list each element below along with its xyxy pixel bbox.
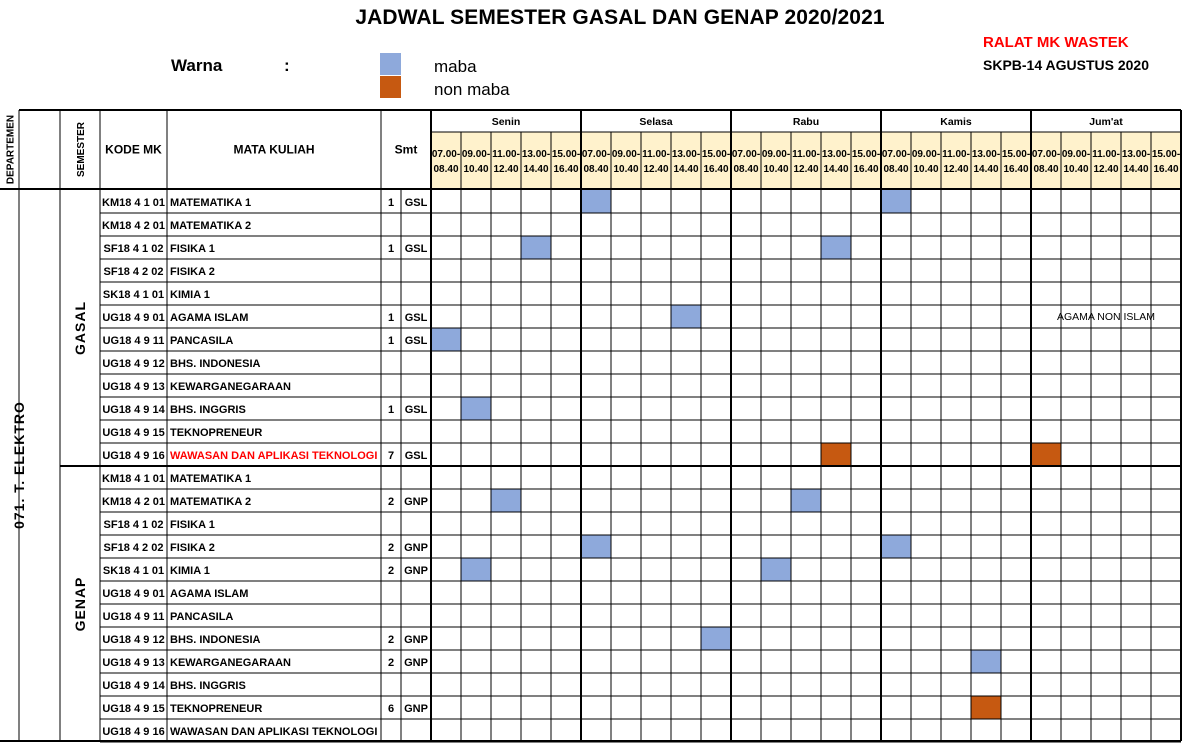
departemen-header: DEPARTEMEN <box>5 114 17 185</box>
smt-code-cell: GSL <box>404 312 428 324</box>
mata-kuliah-cell: KEWARGANEGARAAN <box>170 381 291 393</box>
time-header-fill <box>431 132 1181 189</box>
kode-mk-cell: UG18 4 9 14 <box>102 404 165 416</box>
kode-mk-cell: UG18 4 9 14 <box>102 680 165 692</box>
time-slot-end: 14.40 <box>973 164 999 175</box>
schedule-block <box>1031 443 1061 466</box>
kode-mk-cell: SF18 4 1 02 <box>103 243 164 255</box>
time-slot-end: 08.40 <box>433 164 459 175</box>
mata-kuliah-cell: PANCASILA <box>170 611 234 623</box>
schedule-block <box>581 190 611 213</box>
time-slot-start: 13.00- <box>821 149 851 160</box>
mata-kuliah-cell: FISIKA 1 <box>170 519 215 531</box>
smt-code-cell: GNP <box>404 565 428 577</box>
day-header-0: Senin <box>491 116 521 128</box>
mata-kuliah-cell: AGAMA ISLAM <box>170 588 249 600</box>
smt-number-cell: 2 <box>387 542 395 554</box>
time-slot-end: 10.40 <box>613 164 639 175</box>
time-slot-end: 12.40 <box>643 164 669 175</box>
schedule-block <box>821 236 851 259</box>
time-slot-end: 08.40 <box>1033 164 1059 175</box>
time-slot-end: 12.40 <box>793 164 819 175</box>
mata-kuliah-cell: KIMIA 1 <box>170 565 210 577</box>
time-slot-start: 15.00- <box>1151 149 1181 160</box>
legend-maba-label: maba <box>434 57 477 76</box>
time-slot-start: 07.00- <box>581 149 611 160</box>
mata-kuliah-cell: KEWARGANEGARAAN <box>170 657 291 669</box>
schedule-block <box>791 489 821 512</box>
smt-number-cell: 1 <box>387 404 395 416</box>
smt-code-cell: GSL <box>404 450 428 462</box>
legend-label: Warna <box>171 56 223 75</box>
time-slot-end: 10.40 <box>463 164 489 175</box>
kode-mk-cell: KM18 4 1 01 <box>102 197 165 209</box>
kode-mk-cell: SK18 4 1 01 <box>102 565 165 577</box>
department-label: 071. T. ELEKTRO <box>11 401 27 529</box>
kode-mk-cell: UG18 4 9 16 <box>102 450 165 462</box>
time-slot-end: 16.40 <box>703 164 729 175</box>
time-slot-start: 15.00- <box>1001 149 1031 160</box>
mata-kuliah-cell: TEKNOPRENEUR <box>170 703 263 715</box>
time-slot-start: 07.00- <box>1031 149 1061 160</box>
mata-kuliah-cell: FISIKA 1 <box>170 243 215 255</box>
legend-colon: : <box>284 56 290 75</box>
time-slot-start: 13.00- <box>671 149 701 160</box>
kode-mk-cell: UG18 4 9 15 <box>102 427 165 439</box>
semester-label-gasal: GASAL <box>72 301 88 355</box>
kode-mk-cell: SK18 4 1 01 <box>102 289 165 301</box>
ralat-notice: RALAT MK WASTEK <box>983 34 1129 51</box>
kode-mk-header: KODE MK <box>105 142 162 157</box>
smt-code-cell: GSL <box>404 335 428 347</box>
time-slot-start: 11.00- <box>642 149 670 160</box>
time-slot-end: 12.40 <box>943 164 969 175</box>
mata-kuliah-cell: FISIKA 2 <box>170 266 215 278</box>
kode-mk-cell: KM18 4 2 01 <box>102 220 165 232</box>
day-header-2: Rabu <box>792 116 820 128</box>
time-slot-end: 14.40 <box>673 164 699 175</box>
smt-number-cell: 1 <box>387 197 395 209</box>
kode-mk-cell: UG18 4 9 01 <box>102 312 165 324</box>
time-slot-end: 10.40 <box>763 164 789 175</box>
semester-header: SEMESTER <box>76 121 87 178</box>
time-slot-start: 15.00- <box>701 149 731 160</box>
mata-kuliah-cell: PANCASILA <box>170 335 234 347</box>
time-slot-end: 16.40 <box>1003 164 1029 175</box>
time-slot-end: 16.40 <box>1153 164 1179 175</box>
smt-number-cell: 2 <box>387 657 395 669</box>
mata-kuliah-header: MATA KULIAH <box>233 142 315 157</box>
time-slot-end: 10.40 <box>1063 164 1089 175</box>
time-slot-start: 09.00- <box>611 149 641 160</box>
time-slot-start: 09.00- <box>911 149 941 160</box>
smt-number-cell: 6 <box>387 703 395 715</box>
schedule-block <box>821 443 851 466</box>
smt-number-cell: 1 <box>387 243 395 255</box>
smt-number-cell: 2 <box>387 634 395 646</box>
time-slot-start: 11.00- <box>1092 149 1120 160</box>
kode-mk-cell: KM18 4 1 01 <box>102 473 165 485</box>
time-slot-start: 11.00- <box>492 149 520 160</box>
smt-header: Smt <box>394 142 418 157</box>
smt-code-cell: GSL <box>404 404 428 416</box>
time-slot-end: 16.40 <box>853 164 879 175</box>
mata-kuliah-cell: TEKNOPRENEUR <box>170 427 263 439</box>
smt-number-cell: 2 <box>387 565 395 577</box>
kode-mk-cell: SF18 4 1 02 <box>103 519 164 531</box>
schedule-block <box>461 397 491 420</box>
time-slot-start: 15.00- <box>551 149 581 160</box>
mata-kuliah-cell: MATEMATIKA 1 <box>170 197 252 209</box>
smt-code-cell: GNP <box>404 657 428 669</box>
kode-mk-cell: SF18 4 2 02 <box>103 266 164 278</box>
smt-number-cell: 1 <box>387 335 395 347</box>
smt-code-cell: GNP <box>404 542 428 554</box>
time-slot-end: 10.40 <box>913 164 939 175</box>
smt-number-cell: 7 <box>387 450 395 462</box>
semester-label-genap: GENAP <box>72 576 88 632</box>
time-slot-start: 09.00- <box>761 149 791 160</box>
time-slot-start: 13.00- <box>521 149 551 160</box>
mata-kuliah-cell: MATEMATIKA 2 <box>170 220 252 232</box>
kode-mk-cell: UG18 4 9 16 <box>102 726 165 738</box>
kode-mk-cell: UG18 4 9 13 <box>102 381 165 393</box>
kode-mk-cell: UG18 4 9 13 <box>102 657 165 669</box>
time-slot-end: 16.40 <box>553 164 579 175</box>
kode-mk-cell: UG18 4 9 12 <box>102 358 165 370</box>
mata-kuliah-cell: KIMIA 1 <box>170 289 210 301</box>
schedule-note: AGAMA NON ISLAM <box>1056 311 1156 323</box>
schedule-block <box>971 650 1001 673</box>
time-slot-end: 08.40 <box>733 164 759 175</box>
day-header-1: Selasa <box>639 116 673 128</box>
kode-mk-cell: KM18 4 2 01 <box>102 496 165 508</box>
time-slot-end: 14.40 <box>1123 164 1149 175</box>
time-slot-start: 09.00- <box>461 149 491 160</box>
kode-mk-cell: UG18 4 9 01 <box>102 588 165 600</box>
skpb-notice: SKPB-14 AGUSTUS 2020 <box>983 57 1149 73</box>
time-slot-start: 09.00- <box>1061 149 1091 160</box>
schedule-block <box>701 627 731 650</box>
time-slot-start: 13.00- <box>1121 149 1151 160</box>
time-slot-start: 13.00- <box>971 149 1001 160</box>
schedule-block <box>461 558 491 581</box>
kode-mk-cell: UG18 4 9 15 <box>102 703 165 715</box>
time-slot-start: 11.00- <box>792 149 820 160</box>
time-slot-start: 11.00- <box>942 149 970 160</box>
day-header-3: Kamis <box>940 116 972 128</box>
mata-kuliah-cell: AGAMA ISLAM <box>170 312 249 324</box>
schedule-block <box>431 328 461 351</box>
smt-code-cell: GNP <box>404 703 428 715</box>
schedule-block <box>671 305 701 328</box>
mata-kuliah-cell: BHS. INGGRIS <box>170 404 246 416</box>
time-slot-end: 12.40 <box>1093 164 1119 175</box>
mata-kuliah-cell: MATEMATIKA 1 <box>170 473 252 485</box>
mata-kuliah-cell: BHS. INDONESIA <box>170 358 261 370</box>
schedule-block <box>491 489 521 512</box>
schedule-block <box>581 535 611 558</box>
mata-kuliah-cell: WAWASAN DAN APLIKASI TEKNOLOGI <box>170 450 378 462</box>
time-slot-end: 14.40 <box>523 164 549 175</box>
schedule-block <box>521 236 551 259</box>
time-slot-end: 08.40 <box>883 164 909 175</box>
kode-mk-cell: SF18 4 2 02 <box>103 542 164 554</box>
kode-mk-cell: UG18 4 9 11 <box>102 611 165 623</box>
mata-kuliah-cell: MATEMATIKA 2 <box>170 496 252 508</box>
time-slot-end: 12.40 <box>493 164 519 175</box>
smt-number-cell: 1 <box>387 312 395 324</box>
legend-non-maba-label: non maba <box>434 80 510 99</box>
time-slot-start: 07.00- <box>881 149 911 160</box>
smt-code-cell: GNP <box>404 496 428 508</box>
schedule-block <box>761 558 791 581</box>
mata-kuliah-cell: BHS. INGGRIS <box>170 680 246 692</box>
smt-code-cell: GSL <box>404 197 428 209</box>
page-title: JADWAL SEMESTER GASAL DAN GENAP 2020/2021 <box>355 6 885 29</box>
smt-code-cell: GNP <box>404 634 428 646</box>
day-header-4: Jum'at <box>1089 116 1123 128</box>
mata-kuliah-cell: FISIKA 2 <box>170 542 215 554</box>
kode-mk-cell: UG18 4 9 11 <box>102 335 165 347</box>
schedule-block <box>971 696 1001 719</box>
mata-kuliah-cell: BHS. INDONESIA <box>170 634 261 646</box>
smt-code-cell: GSL <box>404 243 428 255</box>
schedule-block <box>881 535 911 558</box>
time-slot-start: 15.00- <box>851 149 881 160</box>
time-slot-end: 14.40 <box>823 164 849 175</box>
schedule-block <box>881 190 911 213</box>
time-slot-start: 07.00- <box>731 149 761 160</box>
smt-number-cell: 2 <box>387 496 395 508</box>
time-slot-end: 08.40 <box>583 164 609 175</box>
time-slot-start: 07.00- <box>431 149 461 160</box>
mata-kuliah-cell: WAWASAN DAN APLIKASI TEKNOLOGI <box>170 726 378 738</box>
kode-mk-cell: UG18 4 9 12 <box>102 634 165 646</box>
